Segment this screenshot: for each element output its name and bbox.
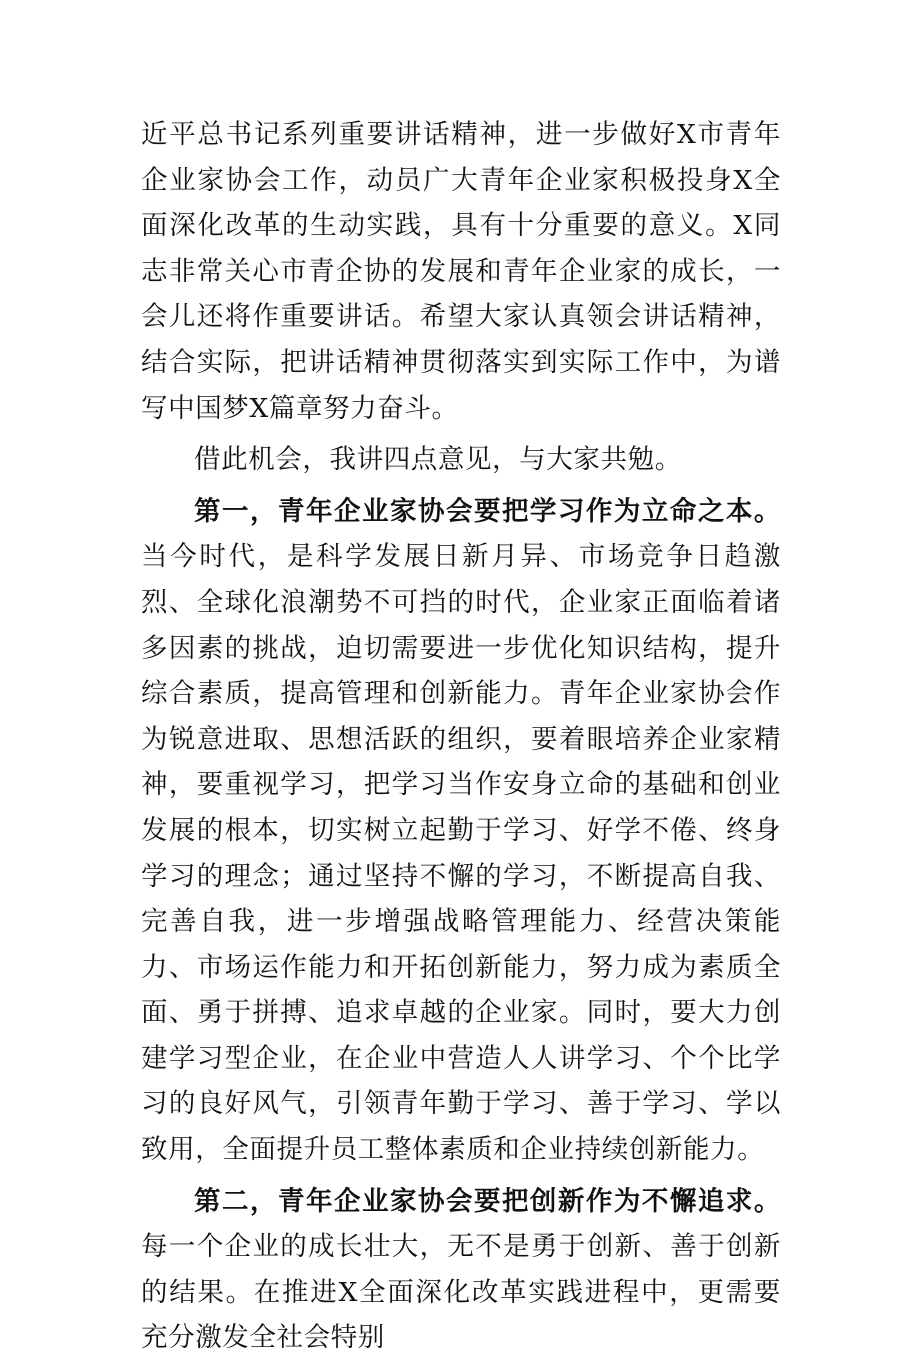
- paragraph-second-point-heading: 第二，青年企业家协会要把创新作为不懈追求。: [194, 1185, 781, 1217]
- paragraph-first-point: [141, 489, 781, 1173]
- paragraph-first-point-text: 当今时代，是科学发展日新月异、市场竞争日趋激烈、全球化浪潮势不可挡的时代，企业家正面临着诸多因素的挑战，迫切需要进一步优化知识结构，提升综合素质，提高管理和创新能力。青年企业家协会作为锐意进取、思想活跃的组织，要着眼培养企业家精神，要重视学习，把学习当作安身立命的基础和创业发展的根本，切实树立起勤于学习、好学不倦、终身学习的理念；通过坚持不懈的学习，不断提高自我、完善自我，进一步增强战略管理能力、经营决策能力、市场运作能力和开拓创新能力，努力成为素质全面、勇于拼搏、追求卓越的企业家。同时，要大力创建学习型企业，在企业中营造人人讲学习、个个比学习的良好风气，引领青年勤于学习、善于学习、学以致用，全面提升员工整体素质和企业持续创新能力。: [141, 541, 781, 1166]
- paragraph-opinions: [141, 437, 781, 483]
- paragraph-second-point: [141, 1179, 781, 1361]
- paragraph-second-point-text: 每一个企业的成长壮大，无不是勇于创新、善于创新的结果。在推进X全面深化改革实践进程中，更需要充分激发全社会特别: [141, 1231, 781, 1354]
- paragraph-opinions-text: 借此机会，我讲四点意见，与大家共勉。: [194, 444, 682, 476]
- paragraph-intro: [141, 112, 781, 431]
- paragraph-intro-text: 近平总书记系列重要讲话精神，进一步做好X市青年企业家协会工作，动员广大青年企业家积极投身X全面深化改革的生动实践，具有十分重要的意义。X同志非常关心市青企协的发展和青年企业家的成长，一会儿还将作重要讲话。希望大家认真领会讲话精神，结合实际，把讲话精神贯彻落实到实际工作中，为谱写中国梦X篇章努力奋斗。: [141, 119, 781, 424]
- document-body: [141, 112, 781, 1361]
- paragraph-first-point-heading: 第一，青年企业家协会要把学习作为立命之本。: [194, 495, 781, 527]
